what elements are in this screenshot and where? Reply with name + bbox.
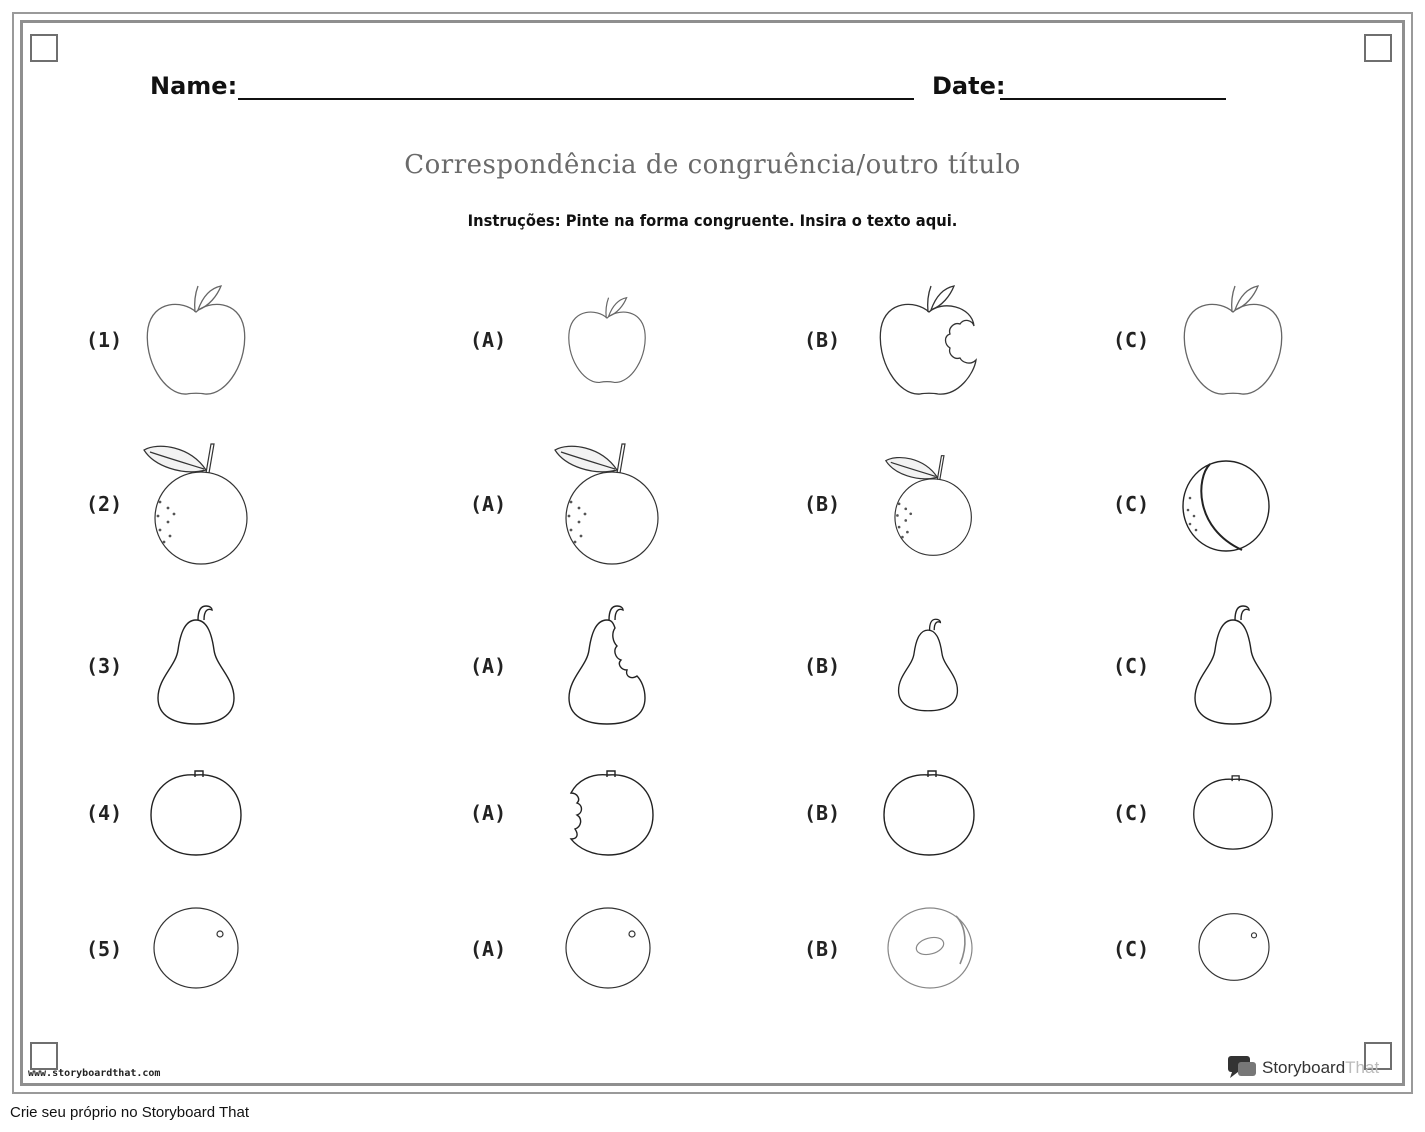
- row-3-option-a-bitten-pear-icon[interactable]: [567, 604, 647, 726]
- corner-checkbox-top-left: [30, 34, 58, 62]
- row-4-prompt-label: (4): [86, 801, 123, 825]
- brand-name-light: That: [1345, 1058, 1380, 1077]
- row-2-option-c-label: (C): [1113, 492, 1150, 516]
- row-5-option-a-round-fruit-icon[interactable]: [564, 906, 652, 990]
- row-5-prompt-round-fruit-icon[interactable]: [152, 906, 240, 990]
- row-2-option-b-orange-icon[interactable]: [884, 454, 974, 557]
- brand-name: [1262, 1058, 1379, 1078]
- storyboardthat-brand[interactable]: [1228, 1055, 1379, 1081]
- row-1-option-c-apple-icon[interactable]: [1182, 282, 1284, 398]
- row-3-option-c-pear-icon[interactable]: [1193, 604, 1273, 726]
- row-5-option-c-round-fruit-icon[interactable]: [1197, 912, 1271, 982]
- row-3-option-b-label: (B): [804, 654, 841, 678]
- row-5-option-b-label: (B): [804, 937, 841, 961]
- row-4-option-a-bitten-tangerine-icon[interactable]: [561, 769, 655, 857]
- row-4-option-c-tangerine-icon[interactable]: [1192, 774, 1274, 851]
- row-1-option-b-bitten-apple-icon[interactable]: [878, 282, 980, 398]
- row-1-prompt-label: (1): [86, 328, 123, 352]
- corner-checkbox-top-right: [1364, 34, 1392, 62]
- row-4-option-a-label: (A): [470, 801, 507, 825]
- row-2-prompt-orange-icon[interactable]: [142, 442, 250, 566]
- row-4-option-c-label: (C): [1113, 801, 1150, 825]
- row-2-prompt-label: (2): [86, 492, 123, 516]
- date-label: Date:: [932, 72, 1006, 100]
- row-2-option-c-sliced-orange-icon[interactable]: [1180, 458, 1272, 554]
- name-label: Name:: [150, 72, 238, 100]
- row-3-option-a-label: (A): [470, 654, 507, 678]
- date-field[interactable]: [1000, 98, 1226, 100]
- row-3-prompt-label: (3): [86, 654, 123, 678]
- footer-caption[interactable]: Crie seu próprio no Storyboard That: [10, 1104, 250, 1121]
- row-1-option-c-label: (C): [1113, 328, 1150, 352]
- row-3-option-b-pear-icon[interactable]: [897, 617, 959, 713]
- row-2-option-a-orange-icon[interactable]: [553, 442, 661, 566]
- row-4-prompt-tangerine-icon[interactable]: [149, 769, 243, 857]
- worksheet-title: Correspondência de congruência/outro título: [404, 150, 1021, 180]
- corner-checkbox-bottom-left: [30, 1042, 58, 1070]
- row-5-option-c-label: (C): [1113, 937, 1150, 961]
- row-4-option-b-label: (B): [804, 801, 841, 825]
- row-2-option-b-label: (B): [804, 492, 841, 516]
- row-5-option-b-sliced-round-fruit-icon[interactable]: [886, 906, 974, 990]
- row-3-option-c-label: (C): [1113, 654, 1150, 678]
- speech-bubble-icon: [1228, 1056, 1258, 1080]
- name-field[interactable]: [238, 98, 914, 100]
- row-1-option-a-apple-icon[interactable]: [567, 294, 647, 386]
- storyboardthat-url[interactable]: www.storyboardthat.com: [28, 1068, 161, 1079]
- name-date-line: [150, 72, 1230, 108]
- row-1-prompt-apple-icon[interactable]: [145, 282, 247, 398]
- row-1-option-a-label: (A): [470, 328, 507, 352]
- row-3-prompt-pear-icon[interactable]: [156, 604, 236, 726]
- row-1-option-b-label: (B): [804, 328, 841, 352]
- row-5-option-a-label: (A): [470, 937, 507, 961]
- worksheet-instructions: Instruções: Pinte na forma congruente. Insira o texto aqui.: [467, 211, 958, 230]
- row-5-prompt-label: (5): [86, 937, 123, 961]
- row-2-option-a-label: (A): [470, 492, 507, 516]
- brand-name-dark: Storyboard: [1262, 1058, 1346, 1077]
- row-4-option-b-tangerine-icon[interactable]: [882, 769, 976, 857]
